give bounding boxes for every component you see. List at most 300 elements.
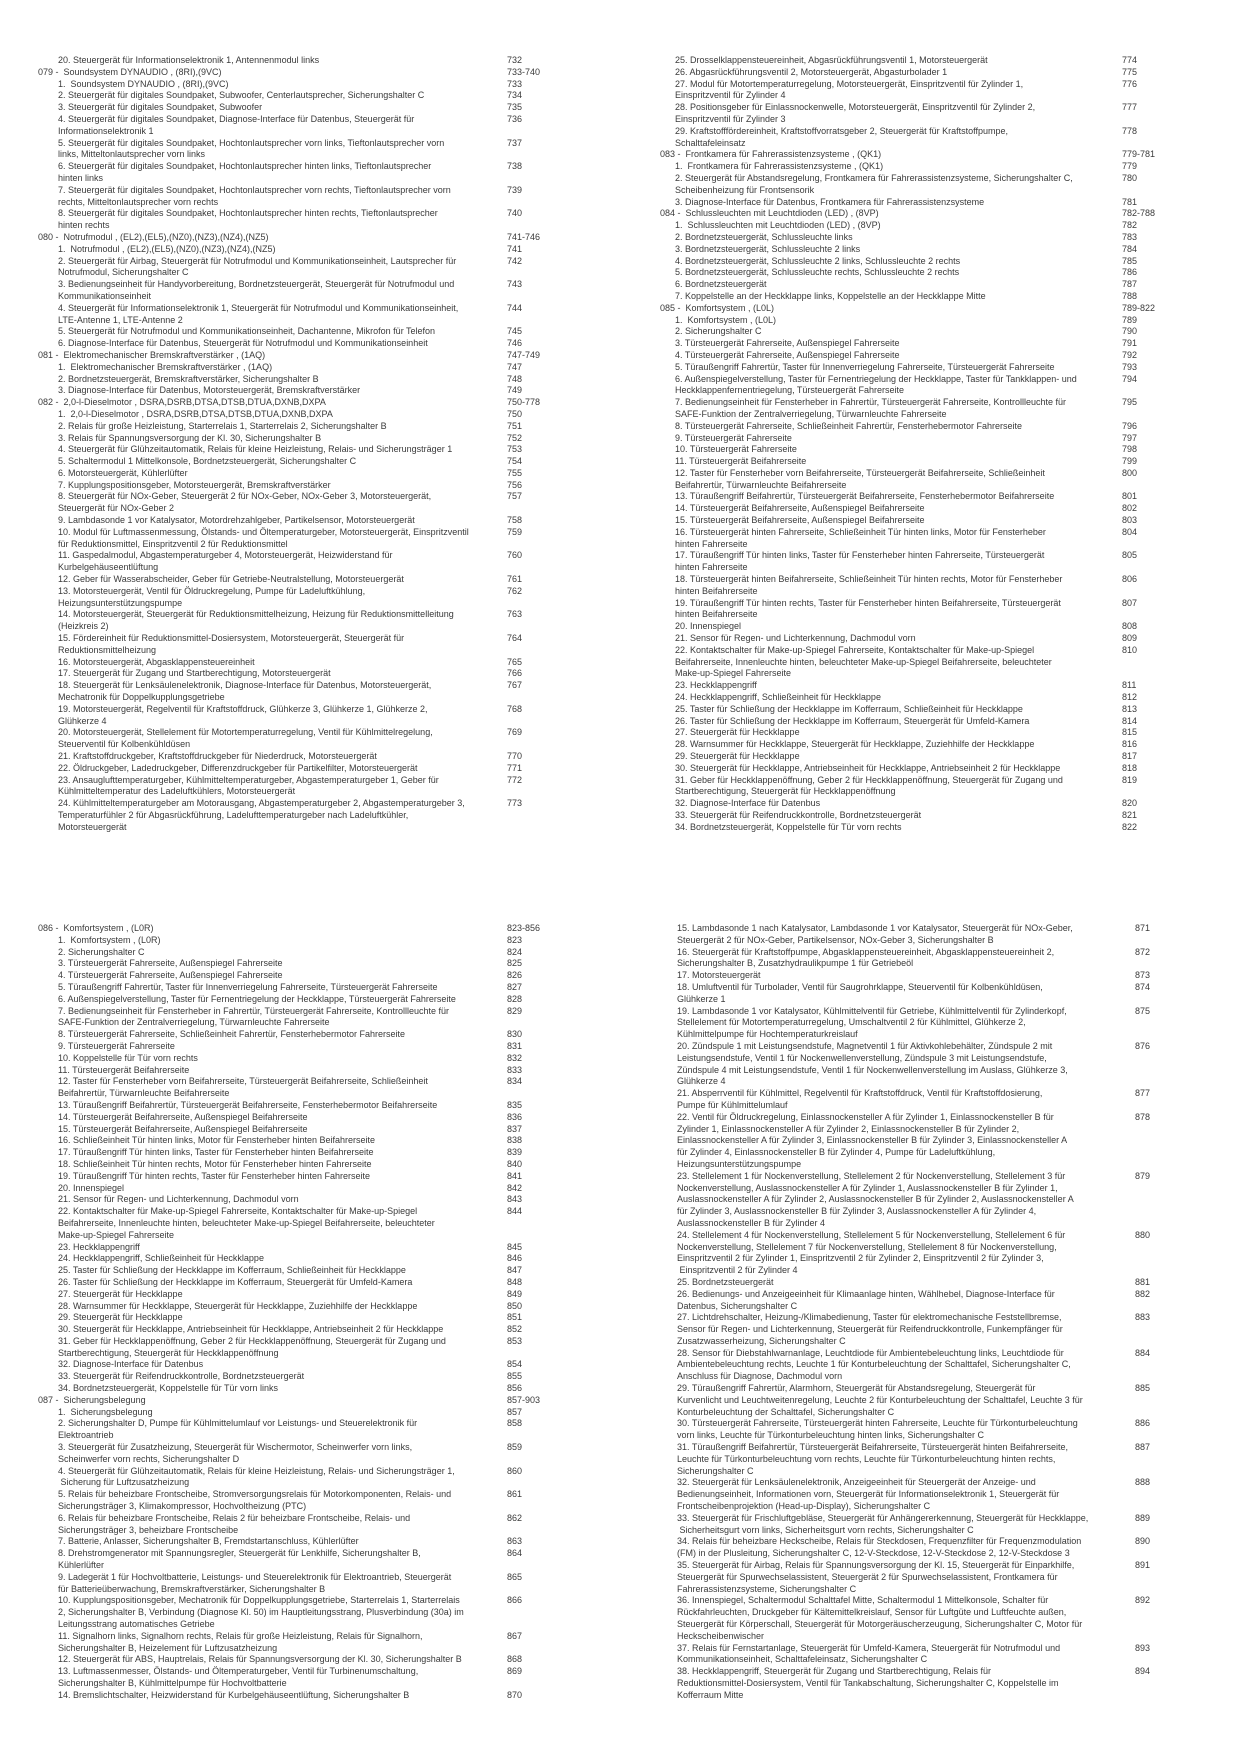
entry-page-number: 859 xyxy=(507,1442,523,1453)
entry-text: 8. Türsteuergerät Fahrerseite, Schließeinheit Fahrertür, Fensterhebermotor Fahrerseite xyxy=(675,420,1022,431)
entry-text: 28. Sensor für Diebstahlwarnanlage, Leuchtdiode für Ambientebeleuchtung links, Leuchtdiode für Ambientebeleuchtung rechts, Leuchte 1 für Konturbeleuchtung der Schalttafel, Sicherungshalter C, Anschluss für Diagnose, Dachmodul vorn xyxy=(677,1347,1071,1382)
entry-text: 16. Türsteuergerät hinten Fahrerseite, Schließeinheit Tür hinten links, Motor für Fensterheber hinten Fahrerseite xyxy=(675,526,1046,549)
entry-text: 20. Innenspiegel xyxy=(58,1182,125,1193)
index-entry xyxy=(662,1536,1202,1560)
entry-text: 10. Modul für Luftmassenmessung, Ölstands- und Öltemperaturgeber, Motorsteuergerät, Einspritzventil für Reduktionsmittel, Einspritzventil 2 für Reduktionsmittel xyxy=(58,526,469,549)
index-column-bottom-right xyxy=(662,923,1202,1700)
entry-page-number: 773 xyxy=(507,798,523,809)
entry-page-number: 822 xyxy=(1122,821,1138,832)
entry-text: 3. Türsteuergerät Fahrerseite, Außenspiegel Fahrerseite xyxy=(675,338,900,349)
entry-text: 3. Diagnose-Interface für Datenbus, Motorsteuergerät, Bremskraftverstärker xyxy=(58,385,361,396)
entry-text: 11. Türsteuergerät Beifahrerseite xyxy=(58,1064,190,1075)
index-entry xyxy=(660,338,1200,350)
entry-text: 20. Zündspule 1 mit Leistungsendstufe, Magnetventil 1 für Aktivkohlebehälter, Zündspule 2 mit Leistungsendstufe, Ventil 1 für Nockenwellenverstellung, Zündspule 3 mit Leistungsendstufe, Zündspule 4 mit Leistungsendstufe, Ventil 1 für Nockenwellenverstellung im Auslass, Glühkerze 3, Glühkerze 4 xyxy=(677,1040,1068,1087)
entry-text: 4. Steuergerät für Informationselektronik 1, Steuergerät für Notrufmodul und Kommunikationseinheit, LTE-Antenne 1, LTE-Antenne 2 xyxy=(58,302,459,325)
entry-text: 25. Taster für Schließung der Heckklappe im Kofferraum, Schließeinheit für Heckklappe xyxy=(675,703,1023,714)
section-page-range: 733-740 xyxy=(507,66,541,77)
entry-text: 9. Türsteuergerät Fahrerseite xyxy=(675,432,792,443)
entry-page-number: 797 xyxy=(1122,432,1138,443)
entry-text: 13. Motorsteuergerät, Ventil für Öldruckregelung, Pumpe für Ladeluftkühlung, Heizungsunterstützungspumpe xyxy=(58,585,366,608)
entry-text: 31. Geber für Heckklappenöffnung, Geber 2 für Heckklappenöffnung, Steuergerät für Zugang und Startberechtigung, Steuergerät für Heckklappenöffnung xyxy=(675,774,1063,797)
entry-text: 34. Relais für beheizbare Heckscheibe, Relais für Steckdosen, Frequenzfilter für Frequenzmodulation (FM) in der Plusleitung, Sicherungshalter C, 12-V-Steckdose, 12-V-Steckdose 2, 12-V-Steckdose 3 xyxy=(677,1536,1082,1559)
entry-page-number: 854 xyxy=(507,1359,523,1370)
entry-page-number: 871 xyxy=(1135,923,1151,933)
entry-text: 7. Koppelstelle an der Heckklappe links, Koppelstelle an der Heckklappe Mitte xyxy=(675,290,986,301)
entry-text: 4. Steuergerät für Glühzeitautomatik, Relais für kleine Heizleistung, Relais- und Sicherungsträger 1 xyxy=(58,444,453,455)
entry-text: 13. Türaußengriff Beifahrertür, Türsteuergerät Beifahrerseite, Fensterhebermotor Beifahrerseite xyxy=(58,1099,438,1110)
entry-text: 21. Sensor für Regen- und Lichterkennung, Dachmodul vorn xyxy=(675,633,916,644)
entry-text: 7. Steuergerät für digitales Soundpaket, Hochtonlautsprecher vorn rechts, Tieftonlautsprecher vorn rechts, Mitteltonlautsprecher vorn rechts xyxy=(58,184,451,207)
index-entry xyxy=(38,947,578,959)
entry-text: 1. Komfortsystem , (L0L) xyxy=(675,314,777,325)
entry-page-number: 848 xyxy=(507,1276,523,1287)
entry-page-number: 836 xyxy=(507,1111,523,1122)
entry-page-number: 760 xyxy=(507,550,523,561)
entry-text: 23. Ansauglufttemperaturgeber, Kühlmitteltemperaturgeber, Abgastemperaturgeber 1, Geber für Kühlmitteltemperatur des Ladeluftkühlers, Motorsteuergerät xyxy=(58,774,439,797)
index-entry xyxy=(660,173,1200,197)
index-entry xyxy=(38,1359,578,1371)
entry-text: 5. Steuergerät für digitales Soundpaket, Hochtonlautsprecher vorn links, Tieftonlautsprecher vorn links, Mitteltonlautsprecher vorn links xyxy=(58,137,445,160)
index-entry xyxy=(662,1289,1202,1313)
entry-text: 29. Kraftstofffördereinheit, Kraftstoffvorratsgeber 2, Steuergerät für Kraftstoffpumpe, Schalttafeleinsatz xyxy=(675,125,1009,148)
entry-page-number: 850 xyxy=(507,1300,523,1311)
entry-page-number: 759 xyxy=(507,526,523,537)
entry-page-number: 800 xyxy=(1122,467,1138,478)
entry-text: 24. Heckklappengriff, Schließeinheit für Heckklappe xyxy=(58,1253,264,1264)
index-entry xyxy=(38,491,578,515)
index-entry xyxy=(660,503,1200,515)
entry-page-number: 782 xyxy=(1122,220,1138,231)
entry-text: 31. Geber für Heckklappenöffnung, Geber 2 für Heckklappenöffnung, Steuergerät für Zugang und Startberechtigung, Steuergerät für Heckklappenöffnung xyxy=(58,1335,446,1358)
entry-page-number: 885 xyxy=(1135,1383,1151,1394)
section-title: 086 - Komfortsystem , (L0R) xyxy=(38,923,154,933)
index-entry xyxy=(660,421,1200,433)
entry-page-number: 812 xyxy=(1122,692,1138,703)
entry-page-number: 741 xyxy=(507,243,523,254)
index-entry xyxy=(38,338,578,350)
entry-text: 5. Schaltermodul 1 Mittelkonsole, Bordnetzsteuergerät, Sicherungshalter C xyxy=(58,456,357,467)
index-entry xyxy=(38,1371,578,1383)
entry-page-number: 765 xyxy=(507,656,523,667)
index-entry xyxy=(662,1560,1202,1595)
entry-text: 17. Türaußengriff Tür hinten links, Taster für Fensterheber hinten Beifahrerseite xyxy=(58,1147,374,1158)
index-column-top-left xyxy=(38,55,578,833)
entry-page-number: 747 xyxy=(507,361,523,372)
index-entry xyxy=(38,421,578,433)
index-entry xyxy=(38,1572,578,1596)
entry-text: 14. Türsteuergerät Beifahrerseite, Außenspiegel Beifahrerseite xyxy=(58,1111,308,1122)
entry-text: 2. Sicherungshalter C xyxy=(675,326,762,337)
entry-page-number: 807 xyxy=(1122,597,1138,608)
entry-page-number: 766 xyxy=(507,668,523,679)
entry-page-number: 809 xyxy=(1122,633,1138,644)
entry-page-number: 845 xyxy=(507,1241,523,1252)
entry-page-number: 837 xyxy=(507,1123,523,1134)
entry-text: 26. Taster für Schließung der Heckklappe im Kofferraum, Steuergerät für Umfeld-Kamera xyxy=(675,715,1030,726)
entry-text: 1. 2,0-l-Dieselmotor , DSRA,DSRB,DTSA,DTSB,DTUA,DXNB,DXPA xyxy=(58,408,333,419)
entry-page-number: 890 xyxy=(1135,1536,1151,1547)
entry-page-number: 752 xyxy=(507,432,523,443)
entry-page-number: 734 xyxy=(507,90,523,101)
entry-page-number: 767 xyxy=(507,680,523,691)
entry-text: 2. Steuergerät für digitales Soundpaket, Subwoofer, Centerlautsprecher, Sicherungshalter C xyxy=(58,90,425,101)
entry-page-number: 801 xyxy=(1122,491,1138,502)
index-entry xyxy=(662,1477,1202,1512)
index-entry xyxy=(38,1466,578,1490)
entry-page-number: 815 xyxy=(1122,727,1138,738)
entry-page-number: 875 xyxy=(1135,1005,1151,1016)
entry-page-number: 799 xyxy=(1122,456,1138,467)
entry-text: 7. Batterie, Anlasser, Sicherungshalter B, Fremdstartanschluss, Kühlerlüfter xyxy=(58,1536,359,1547)
index-entry xyxy=(38,657,578,669)
entry-page-number: 858 xyxy=(507,1418,523,1429)
index-entry xyxy=(660,244,1200,256)
index-entry xyxy=(38,704,578,728)
index-entry xyxy=(660,574,1200,598)
index-entry xyxy=(38,185,578,209)
entry-page-number: 814 xyxy=(1122,715,1138,726)
section-title: 082 - 2,0-l-Dieselmotor , DSRA,DSRB,DTSA,DTSB,DTUA,DXNB,DXPA xyxy=(38,397,326,408)
entry-page-number: 742 xyxy=(507,255,523,266)
index-entry xyxy=(38,114,578,138)
index-entry xyxy=(38,1489,578,1513)
index-entry xyxy=(662,982,1202,1006)
entry-text: 2. Sicherungshalter C xyxy=(58,946,145,957)
entry-text: 3. Steuergerät für Zusatzheizung, Steuergerät für Wischermotor, Scheinwerfer vorn links, Scheinwerfer vorn rechts, Sicherungshalter D xyxy=(58,1442,413,1464)
index-entry xyxy=(662,1418,1202,1442)
entry-text: 5. Steuergerät für Notrufmodul und Kommunikationseinheit, Dachantenne, Mikrofon für Telefon xyxy=(58,326,436,337)
entry-page-number: 738 xyxy=(507,161,523,172)
index-entry xyxy=(660,456,1200,468)
index-entry xyxy=(660,550,1200,574)
index-entry xyxy=(38,279,578,303)
section-title: 081 - Elektromechanischer Bremskraftverstärker , (1AQ) xyxy=(38,349,266,360)
index-entry xyxy=(38,751,578,763)
entry-page-number: 789 xyxy=(1122,314,1138,325)
index-entry xyxy=(38,433,578,445)
section-page-range: 747-749 xyxy=(507,349,541,360)
entry-page-number: 855 xyxy=(507,1371,523,1382)
entry-text: 12. Steuergerät für ABS, Hauptrelais, Relais für Spannungsversorgung der Kl. 30, Sicherungshalter B xyxy=(58,1654,462,1665)
entry-page-number: 881 xyxy=(1135,1276,1151,1287)
entry-page-number: 857 xyxy=(507,1406,523,1417)
entry-page-number: 819 xyxy=(1122,774,1138,785)
index-entry xyxy=(38,90,578,102)
index-entry xyxy=(662,1041,1202,1088)
entry-page-number: 851 xyxy=(507,1312,523,1323)
index-entry xyxy=(38,1277,578,1289)
index-entry xyxy=(38,362,578,374)
index-entry xyxy=(38,374,578,386)
index-entry xyxy=(660,598,1200,622)
index-entry xyxy=(660,751,1200,763)
entry-text: 6. Relais für beheizbare Frontscheibe, Relais 2 für beheizbare Frontscheibe, Relais- und Sicherungsträger 3, beheizbare Frontscheibe xyxy=(58,1512,411,1535)
entry-page-number: 806 xyxy=(1122,574,1138,585)
index-entry xyxy=(662,947,1202,971)
index-entry xyxy=(662,1277,1202,1289)
entry-page-number: 849 xyxy=(507,1288,523,1299)
entry-page-number: 874 xyxy=(1135,981,1151,992)
index-entry xyxy=(662,1666,1202,1701)
entry-page-number: 796 xyxy=(1122,420,1138,431)
entry-page-number: 878 xyxy=(1135,1111,1151,1122)
entry-page-number: 820 xyxy=(1122,798,1138,809)
entry-page-number: 745 xyxy=(507,326,523,337)
section-title: 084 - Schlussleuchten mit Leuchtdioden (LED) , (8VP) xyxy=(660,208,879,219)
entry-text: 28. Warnsummer für Heckklappe, Steuergerät für Heckklappe, Zuziehhilfe der Heckklappe xyxy=(58,1300,418,1311)
entry-text: 6. Diagnose-Interface für Datenbus, Steuergerät für Notrufmodul und Kommunikationseinheit xyxy=(58,338,428,349)
index-entry xyxy=(38,633,578,657)
index-entry xyxy=(660,315,1200,327)
entry-text: 10. Kupplungspositionsgeber, Mechatronik für Doppelkupplungsgetriebe, Starterrelais 1, Starterrelais 2, Sicherungshalter B, Verbindung (Diagnose Kl. 50) im Hauptleitungsstrang, Plusverbindung (30a) im Leitungsstrang automatisches Getriebe xyxy=(58,1595,464,1630)
entry-text: 7. Bedienungseinheit für Fensterheber in Fahrertür, Türsteuergerät Fahrerseite, Kontrollleuchte für SAFE-Funktion der Zentralverriegelung, Türwarnleuchte Fahrerseite xyxy=(675,397,1067,419)
entry-page-number: 748 xyxy=(507,373,523,384)
index-entry xyxy=(660,739,1200,751)
entry-text: 9. Ladegerät 1 für Hochvoltbatterie, Leistungs- und Steuerelektronik für Elektroantrieb, Steuergerät für Batterieüberwachung, Bremskraftverstärker, Sicherungshalter B xyxy=(58,1571,452,1594)
entry-text: 27. Steuergerät für Heckklappe xyxy=(58,1288,183,1299)
entry-page-number: 775 xyxy=(1122,66,1138,77)
entry-page-number: 823 xyxy=(507,934,523,945)
entry-page-number: 779 xyxy=(1122,161,1138,172)
index-entry xyxy=(38,1666,578,1690)
index-entry xyxy=(662,1006,1202,1041)
entry-page-number: 754 xyxy=(507,456,523,467)
entry-text: 9. Türsteuergerät Fahrerseite xyxy=(58,1040,175,1051)
entry-text: 20. Steuergerät für Informationselektronik 1, Antennenmodul links xyxy=(58,55,320,65)
index-entry xyxy=(38,138,578,162)
index-entry xyxy=(38,1171,578,1183)
section-page-range: 782-788 xyxy=(1122,208,1156,219)
entry-text: 16. Motorsteuergerät, Abgasklappensteuereinheit xyxy=(58,656,255,667)
index-entry xyxy=(660,197,1200,209)
index-column-top-right xyxy=(660,55,1200,833)
entry-page-number: 794 xyxy=(1122,373,1138,384)
index-entry xyxy=(38,763,578,775)
index-entry xyxy=(38,79,578,91)
entry-text: 16. Steuergerät für Kraftstoffpumpe, Abgasklappensteuereinheit, Abgasklappensteuereinheit 2, Sicherungshalter B, Zusatzhydraulikpumpe 1 für Getriebeöl xyxy=(677,946,1055,969)
entry-page-number: 737 xyxy=(507,137,523,148)
entry-text: 2. Bordnetzsteuergerät, Bremskraftverstärker, Sicherungshalter B xyxy=(58,373,319,384)
entry-text: 25. Taster für Schließung der Heckklappe im Kofferraum, Schließeinheit für Heckklappe xyxy=(58,1265,406,1276)
entry-page-number: 769 xyxy=(507,727,523,738)
entry-text: 36. Innenspiegel, Schaltermodul Schalttafel Mitte, Schaltermodul 1 Mittelkonsole, Schalter für Rückfahrleuchten, Druckgeber für Kältemittelkreislauf, Sensor für Luftgüte und Luftfeuchte außen, Steuergerät für Körperschall, Steuergerät für Motorgeräuscherzeugung, Sicherungshalter C, Motor für Heckscheibenwischer xyxy=(677,1595,1083,1641)
entry-text: 30. Steuergerät für Heckklappe, Antriebseinheit für Heckklappe, Antriebseinheit 2 für Heckklappe xyxy=(675,762,1061,773)
entry-page-number: 735 xyxy=(507,102,523,113)
entry-text: 37. Relais für Fernstartanlage, Steuergerät für Umfeld-Kamera, Steuergerät für Notrufmodul und Kommunikationseinheit, Schalttafeleinsatz, Sicherungshalter C xyxy=(677,1642,1061,1665)
entry-text: 29. Türaußengriff Fahrertür, Alarmhorn, Steuergerät für Abstandsregelung, Steuergerät für Kurvenlicht und Leuchtweitenregelung, Leuchte 2 für Konturbeleuchtung der Schalttafel, Leuchte 3 für Konturbeleuchtung der Schalttafel, Sicherungshalter C xyxy=(677,1383,1083,1417)
entry-text: 27. Modul für Motortemperaturregelung, Motorsteuergerät, Einspritzventil für Zylinder 1, Einspritzventil für Zylinder 4 xyxy=(675,78,1024,101)
index-entry xyxy=(660,232,1200,244)
entry-text: 1. Schlussleuchten mit Leuchtdioden (LED) , (8VP) xyxy=(675,220,881,231)
index-entry xyxy=(660,350,1200,362)
entry-page-number: 839 xyxy=(507,1147,523,1158)
index-entry xyxy=(38,515,578,527)
entry-page-number: 776 xyxy=(1122,78,1138,89)
entry-page-number: 751 xyxy=(507,420,523,431)
index-entry xyxy=(38,958,578,970)
entry-page-number: 876 xyxy=(1135,1040,1151,1051)
entry-page-number: 863 xyxy=(507,1536,523,1547)
index-entry xyxy=(660,102,1200,126)
entry-page-number: 824 xyxy=(507,946,523,957)
index-entry xyxy=(660,727,1200,739)
index-entry xyxy=(38,1690,578,1702)
entry-text: 15. Lambdasonde 1 nach Katalysator, Lambdasonde 1 vor Katalysator, Steuergerät für NOx-Geber, Steuergerät 2 für NOx-Geber, Partikelsensor, NOx-Geber 3, Sicherungshalter B xyxy=(677,923,1073,945)
entry-page-number: 758 xyxy=(507,515,523,526)
index-entry xyxy=(38,1206,578,1241)
entry-text: 23. Stellelement 1 für Nockenverstellung, Stellelement 2 für Nockenverstellung, Stellelement 3 für Nockenverstellung, Auslassnockensteller A für Zylinder 1, Auslassnockensteller B für Zylinder 1, Auslassnockensteller A für Zylinder 2, Auslassnockensteller B für Zylinder 2, Auslassnockensteller A für Zylinder 3, Auslassnockensteller B für Zylinder 3, Auslassnockensteller A für Zylinder 4, Auslassnockensteller B für Zylinder 4 xyxy=(677,1170,1074,1228)
index-entry xyxy=(38,1242,578,1254)
index-entry xyxy=(660,491,1200,503)
entry-text: 14. Türsteuergerät Beifahrerseite, Außenspiegel Beifahrerseite xyxy=(675,503,925,514)
section-page-range: 779-781 xyxy=(1122,149,1156,160)
entry-text: 12. Geber für Wasserabscheider, Geber für Getriebe-Neutralstellung, Motorsteuergerät xyxy=(58,574,404,585)
entry-text: 29. Steuergerät für Heckklappe xyxy=(58,1312,183,1323)
entry-page-number: 792 xyxy=(1122,349,1138,360)
entry-text: 32. Diagnose-Interface für Datenbus xyxy=(58,1359,204,1370)
entry-text: 24. Heckklappengriff, Schließeinheit für Heckklappe xyxy=(675,692,881,703)
index-entry xyxy=(38,55,578,67)
entry-text: 8. Steuergerät für NOx-Geber, Steuergerät 2 für NOx-Geber, NOx-Geber 3, Motorsteuergerät, Steuergerät für NOx-Geber 2 xyxy=(58,491,432,514)
entry-page-number: 755 xyxy=(507,467,523,478)
index-entry xyxy=(660,397,1200,421)
index-column-bottom-left xyxy=(38,923,578,1700)
entry-text: 4. Türsteuergerät Fahrerseite, Außenspiegel Fahrerseite xyxy=(675,349,900,360)
entry-page-number: 831 xyxy=(507,1040,523,1051)
entry-text: 11. Gaspedalmodul, Abgastemperaturgeber 4, Motorsteuergerät, Heizwiderstand für Kurbelgehäuseentlüftung xyxy=(58,550,393,573)
entry-page-number: 787 xyxy=(1122,279,1138,290)
entry-text: 19. Türaußengriff Tür hinten rechts, Taster für Fensterheber hinten Beifahrerseite, Türsteuergerät hinten Beifahrerseite xyxy=(675,597,1061,620)
index-entry xyxy=(38,1065,578,1077)
index-entry xyxy=(38,456,578,468)
section-title: 079 - Soundsystem DYNAUDIO , (8RI),(9VC) xyxy=(38,66,222,77)
entry-text: 3. Bedienungseinheit für Handyvorbereitung, Bordnetzsteuergerät, Steuergerät für Notrufmodul und Kommunikationseinheit xyxy=(58,279,455,301)
index-entry xyxy=(38,1301,578,1313)
entry-text: 24. Stellelement 4 für Nockenverstellung, Stellelement 5 für Nockenverstellung, Stellelement 6 für Nockenverstellung, Stellelement 7 für Nockenverstellung, Stellelement 8 für Nockenverstellung, Einspritzventil 2 für Zylinder 1, Einspritzventil 2 für Zylinder 2, Einspritzventil 2 für Zylinder 3, Einspritzventil 2 für Zylinder 4 xyxy=(677,1229,1066,1276)
entry-page-number: 808 xyxy=(1122,621,1138,632)
entry-page-number: 798 xyxy=(1122,444,1138,455)
section-title: 087 - Sicherungsbelegung xyxy=(38,1394,146,1405)
entry-text: 12. Taster für Fensterheber vorn Beifahrerseite, Türsteuergerät Beifahrerseite, Schließeinheit Beifahrertür, Türwarnleuchte Beifahrerseite xyxy=(58,1076,428,1099)
index-entry xyxy=(38,1112,578,1124)
index-entry xyxy=(660,515,1200,527)
entry-text: 20. Innenspiegel xyxy=(675,621,742,632)
entry-page-number: 761 xyxy=(507,574,523,585)
entry-text: 31. Türaußengriff Beifahrertür, Türsteuergerät Beifahrerseite, Türsteuergerät hinten Beifahrerseite, Leuchte für Türkonturbeleuchtung vorn rechts, Leuchte für Türkonturbeleuchtung hinten rechts, Sicherungshalter C xyxy=(677,1442,1069,1476)
entry-page-number: 770 xyxy=(507,751,523,762)
entry-page-number: 817 xyxy=(1122,751,1138,762)
index-entry xyxy=(38,982,578,994)
entry-page-number: 866 xyxy=(507,1595,523,1606)
entry-text: 1. Elektromechanischer Bremskraftverstärker , (1AQ) xyxy=(58,361,273,372)
entry-page-number: 893 xyxy=(1135,1642,1151,1653)
index-entry xyxy=(660,267,1200,279)
entry-text: 15. Türsteuergerät Beifahrerseite, Außenspiegel Beifahrerseite xyxy=(675,515,925,526)
section-heading xyxy=(38,1395,578,1407)
entry-text: 2. Steuergerät für Abstandsregelung, Frontkamera für Fahrerassistenzsysteme, Sicherungshalter C, Scheibenheizung für Frontsensorik xyxy=(675,172,1073,195)
entry-text: 3. Türsteuergerät Fahrerseite, Außenspiegel Fahrerseite xyxy=(58,958,283,969)
index-entry xyxy=(660,79,1200,103)
entry-page-number: 802 xyxy=(1122,503,1138,514)
index-entry xyxy=(38,1041,578,1053)
index-entry xyxy=(660,256,1200,268)
index-entry xyxy=(38,586,578,610)
entry-page-number: 746 xyxy=(507,338,523,349)
entry-text: 3. Bordnetzsteuergerät, Schlussleuchte 2 links xyxy=(675,243,861,254)
entry-text: 18. Steuergerät für Lenksäulenelektronik, Diagnose-Interface für Datenbus, Motorsteuergerät, Mechatronik für Doppelkupplungsgetriebe xyxy=(58,680,432,703)
entry-page-number: 821 xyxy=(1122,810,1138,820)
entry-page-number: 780 xyxy=(1122,172,1138,183)
entry-page-number: 844 xyxy=(507,1206,523,1217)
entry-text: 4. Steuergerät für Glühzeitautomatik, Relais für kleine Heizleistung, Relais- und Sicherungsträger 1, Sicherung für Luftzusatzheizung xyxy=(58,1465,455,1488)
index-entry xyxy=(38,668,578,680)
index-entry xyxy=(38,444,578,456)
entry-page-number: 892 xyxy=(1135,1595,1151,1606)
index-entry xyxy=(38,935,578,947)
entry-page-number: 856 xyxy=(507,1383,523,1394)
entry-page-number: 803 xyxy=(1122,515,1138,526)
entry-text: 22. Ventil für Öldruckregelung, Einlassnockensteller A für Zylinder 1, Einlassnockensteller B für Zylinder 1, Einlassnockensteller A für Zylinder 2, Einlassnockensteller B für Zylinder 2, Einlassnockensteller A für Zylinder 3, Einlassnockensteller B für Zylinder 3, Einlassnockensteller A für Zylinder 4, Einlassnockensteller B für Zylinder 4, Pumpe für Ladeluftkühlung, Heizungsunterstützungspumpe xyxy=(677,1111,1068,1169)
entry-text: 33. Steuergerät für Reifendruckkontrolle, Bordnetzsteuergerät xyxy=(58,1371,305,1382)
index-entry xyxy=(38,1194,578,1206)
entry-page-number: 772 xyxy=(507,774,523,785)
entry-page-number: 870 xyxy=(507,1689,523,1700)
entry-text: 20. Motorsteuergerät, Stellelement für Motortemperaturregelung, Ventil für Kühlmittelregelung, Steuerventil für Kolbenkühldüsen xyxy=(58,727,433,750)
entry-text: 23. Heckklappengriff xyxy=(675,680,757,691)
index-entry xyxy=(38,208,578,232)
index-entry xyxy=(38,1135,578,1147)
entry-page-number: 804 xyxy=(1122,526,1138,537)
entry-text: 2. Steuergerät für Airbag, Steuergerät für Notrufmodul und Kommunikationseinheit, Lautsprecher für Notrufmodul, Sicherungshalter C xyxy=(58,255,457,278)
entry-text: 7. Kupplungspositionsgeber, Motorsteuergerät, Bremskraftverstärker xyxy=(58,479,331,490)
entry-text: 30. Steuergerät für Heckklappe, Antriebseinheit für Heckklappe, Antriebseinheit 2 für Heckklappe xyxy=(58,1324,444,1335)
entry-page-number: 846 xyxy=(507,1253,523,1264)
entry-page-number: 888 xyxy=(1135,1477,1151,1488)
entry-page-number: 853 xyxy=(507,1335,523,1346)
index-entry xyxy=(38,970,578,982)
index-entry xyxy=(38,1183,578,1195)
entry-text: 16. Schließeinheit Tür hinten links, Motor für Fensterheber hinten Beifahrerseite xyxy=(58,1135,375,1146)
index-entry xyxy=(38,1312,578,1324)
entry-page-number: 740 xyxy=(507,208,523,219)
index-entry xyxy=(38,527,578,551)
index-entry xyxy=(660,362,1200,374)
index-entry xyxy=(38,1006,578,1030)
index-entry xyxy=(660,433,1200,445)
section-title: 080 - Notrufmodul , (EL2),(EL5),(NZ0),(NZ3),(NZ4),(NZ5) xyxy=(38,231,269,242)
entry-page-number: 842 xyxy=(507,1182,523,1193)
index-entry xyxy=(662,1383,1202,1418)
section-heading xyxy=(660,208,1200,220)
index-entry xyxy=(660,279,1200,291)
entry-page-number: 867 xyxy=(507,1630,523,1641)
entry-text: 25. Bordnetzsteuergerät xyxy=(677,1276,774,1287)
entry-text: 5. Türaußengriff Fahrertür, Taster für Innenverriegelung Fahrerseite, Türsteuergerät Fahrerseite xyxy=(675,361,1055,372)
entry-text: 34. Bordnetzsteuergerät, Koppelstelle für Tür vorn rechts xyxy=(675,821,902,832)
entry-page-number: 826 xyxy=(507,970,523,981)
index-entry xyxy=(660,822,1200,834)
entry-page-number: 891 xyxy=(1135,1560,1151,1571)
entry-page-number: 818 xyxy=(1122,762,1138,773)
entry-text: 4. Türsteuergerät Fahrerseite, Außenspiegel Fahrerseite xyxy=(58,970,283,981)
index-entry xyxy=(38,1289,578,1301)
entry-text: 27. Steuergerät für Heckklappe xyxy=(675,727,800,738)
index-entry xyxy=(660,67,1200,79)
index-entry xyxy=(38,798,578,833)
entry-text: 12. Taster für Fensterheber vorn Beifahrerseite, Türsteuergerät Beifahrerseite, Schließeinheit Beifahrertür, Türwarnleuchte Beifahrerseite xyxy=(675,467,1045,490)
index-entry xyxy=(660,468,1200,492)
index-entry xyxy=(38,550,578,574)
